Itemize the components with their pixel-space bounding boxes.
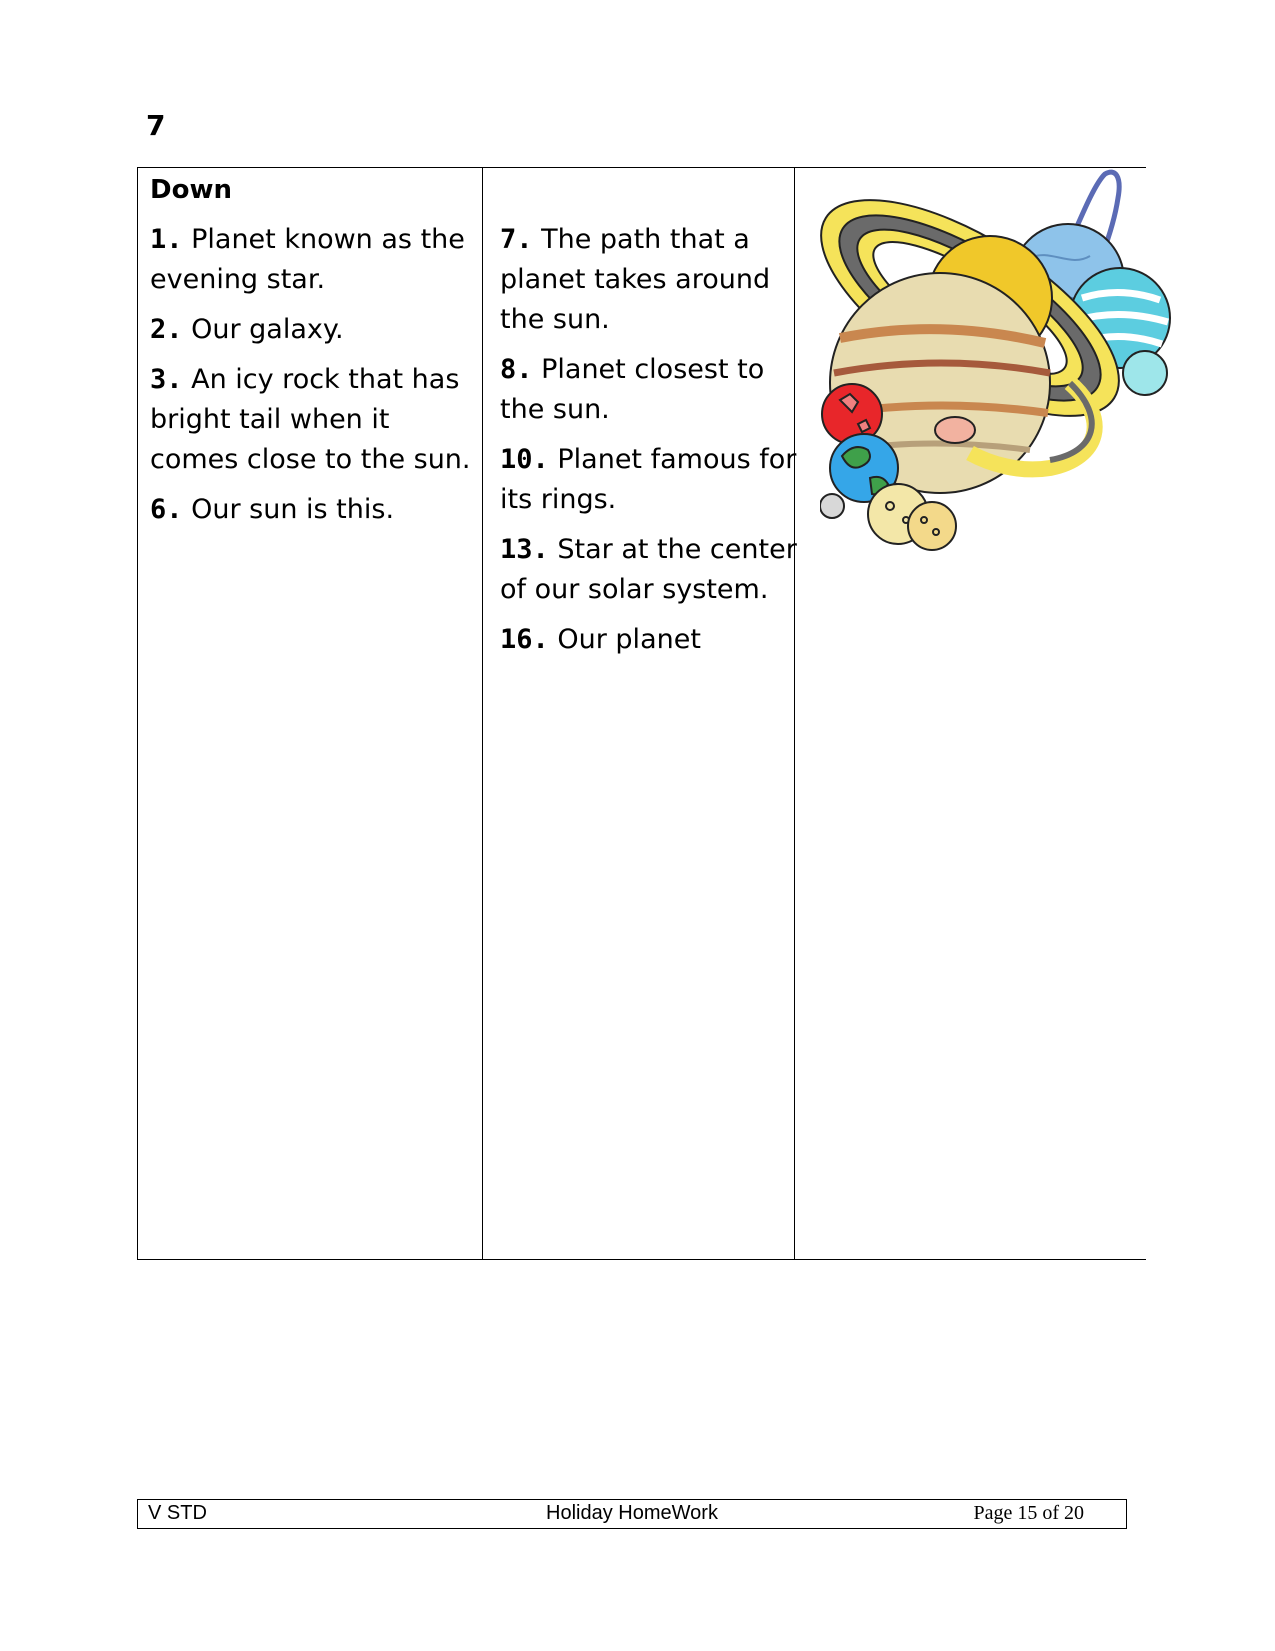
down-heading: Down [150,175,232,205]
clue-text: The path that a planet takes around the sun. [500,224,771,335]
clue-number: 8. [500,354,533,385]
clue-item [150,490,480,530]
clue-item [500,220,800,340]
clue-item [500,620,800,660]
clue-text: Star at the center of our solar system. [500,534,797,605]
clue-text: Our planet [557,624,701,655]
clue-number: 1. [150,224,183,255]
clue-text: Planet known as the evening star. [150,224,465,295]
footer-class: V STD [148,1502,207,1524]
clue-item [500,530,800,610]
clue-number: 6. [150,494,183,525]
clue-number: 7. [500,224,533,255]
clue-item [500,350,800,430]
footer-title: Holiday HomeWork [546,1502,718,1524]
clue-text: An icy rock that has bright tail when it comes close to the sun. [150,364,471,475]
clue-item [150,220,480,300]
clue-text: Planet closest to the sun. [500,354,765,425]
clue-number: 10. [500,444,549,475]
clue-text: Planet famous for its rings. [500,444,797,515]
clue-number: 16. [500,624,549,655]
clue-text: Our galaxy. [191,314,344,345]
down-clues-column-1 [150,174,480,540]
solar-system-planets-icon [820,168,1172,600]
clue-number: 13. [500,534,549,565]
clue-item [150,310,480,350]
column-divider [482,168,483,1259]
clue-item [150,360,480,480]
clue-number: 3. [150,364,183,395]
clue-item [500,440,800,520]
footer-page-number: Page 15 of 20 [973,1502,1084,1524]
page-footer [137,1499,1127,1529]
section-number: 7 [146,109,166,142]
clue-number: 2. [150,314,183,345]
down-clues-column-2 [500,174,800,670]
clue-text: Our sun is this. [191,494,395,525]
